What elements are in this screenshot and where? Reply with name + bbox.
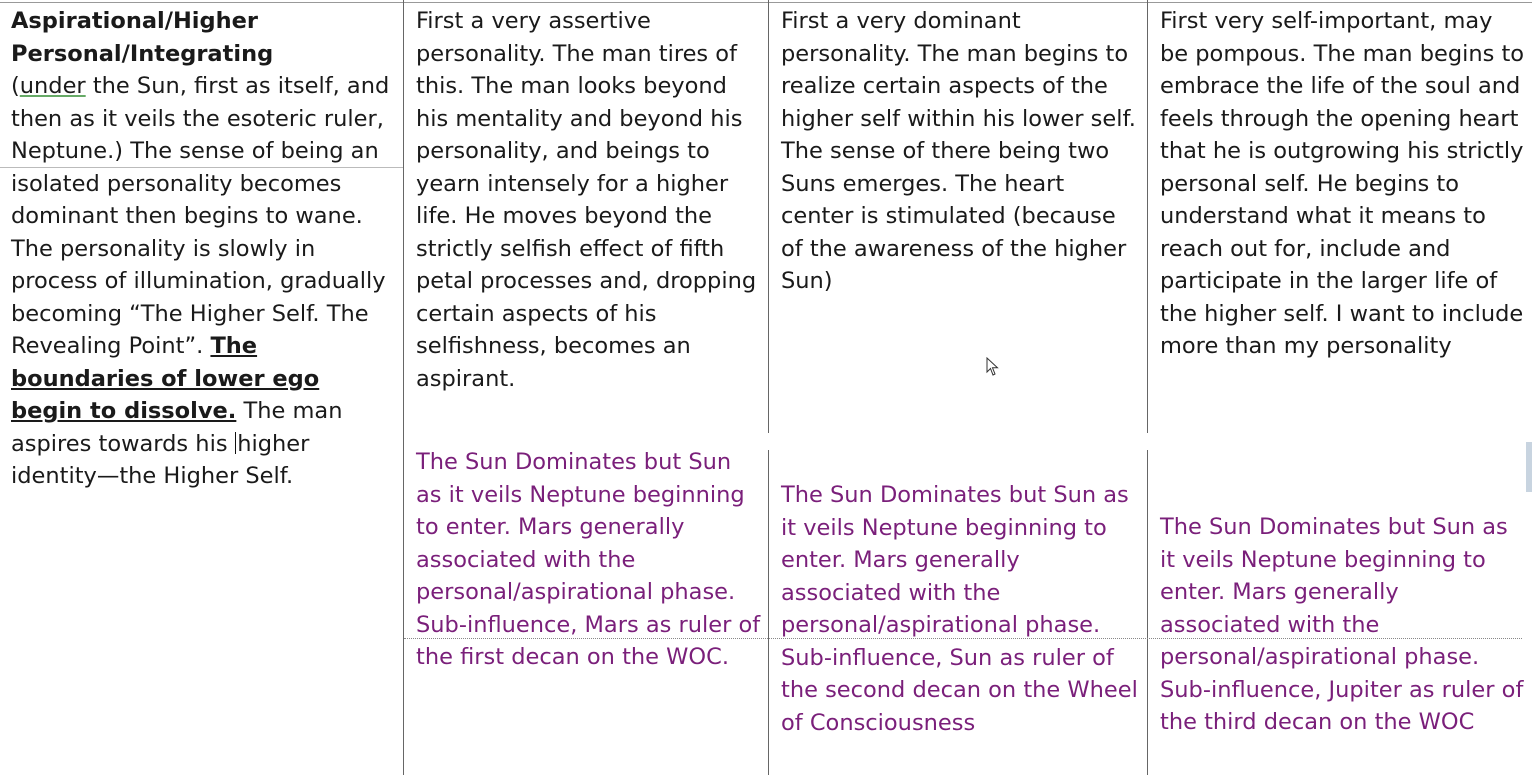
column-4-description: First very self-important, may be pompous. The man begins to embrace the life of the soul and feels through the opening heart that he is outgrowing his strictly personal self. He begins to understand what it means to reach out for, include and participate in the larger life of the higher self. I want to include more than my personality bbox=[1160, 8, 1525, 359]
col1-underlined-word: under bbox=[19, 73, 86, 99]
column-divider-2 bbox=[768, 0, 769, 433]
col1-text-c: the Sun, first as itself, and then as it veils the esoteric ruler, Neptune.) The sense of being an isolated personality becomes dominant then begins to wane. The personality is slowly in process of illumination, gradually becoming “The Higher Self. The Revealing Point”. bbox=[11, 73, 390, 359]
mouse-pointer-icon bbox=[986, 357, 1000, 377]
column-3-description: First a very dominant personality. The man begins to realize certain aspects of the higher self within his lower self. The sense of there being two Suns emerges. The heart center is stimulated (because of the awareness of the higher Sun) bbox=[781, 8, 1136, 294]
column-divider-2b bbox=[768, 450, 769, 775]
right-edge-bar bbox=[1526, 442, 1532, 492]
column-heading-line2: Personal/Integrating bbox=[11, 40, 274, 67]
column-2-astrology: The Sun Dominates but Sun as it veils Neptune beginning to enter. Mars generally associated with the personal/aspirational phase. Sub-influence, Mars as ruler of the first decan on the WOC. bbox=[416, 449, 761, 670]
column-4-astrology: The Sun Dominates but Sun as it veils Neptune beginning to enter. Mars generally associated with the personal/aspirational phase. Sub-influence, Jupiter as ruler of the third decan on the WOC bbox=[1160, 514, 1524, 735]
text-cursor-icon bbox=[235, 432, 237, 454]
table-top-border bbox=[0, 2, 1532, 3]
col1-emphasis: The boundaries of lower ego begin to dissolve. bbox=[11, 333, 320, 424]
col1-text-a: ( bbox=[11, 73, 20, 99]
col1-text-e: higher identity—the Higher Self. bbox=[11, 430, 310, 489]
column-divider-3b bbox=[1147, 450, 1148, 775]
col1-text-d: The man aspires towards his bbox=[11, 398, 343, 457]
column-divider-1 bbox=[403, 0, 404, 775]
column-divider-3 bbox=[1147, 0, 1148, 433]
column-2-description: First a very assertive personality. The man tires of this. The man looks beyond his mentality and beyond his personality, and beings to yearn intensely for a higher life. He moves beyond the strictly selfish effect of fifth petal processes and, dropping certain aspects of his selfishness, becomes an aspirant. bbox=[416, 8, 757, 392]
column-heading-line1: Aspirational/Higher bbox=[11, 8, 258, 34]
column-aspirational bbox=[11, 5, 396, 493]
column-3-astrology: The Sun Dominates but Sun as it veils Neptune beginning to enter. Mars generally associated with the personal/aspirational phase. Sub-influence, Sun as ruler of the second decan on the Wheel of Consciousness bbox=[781, 482, 1138, 736]
